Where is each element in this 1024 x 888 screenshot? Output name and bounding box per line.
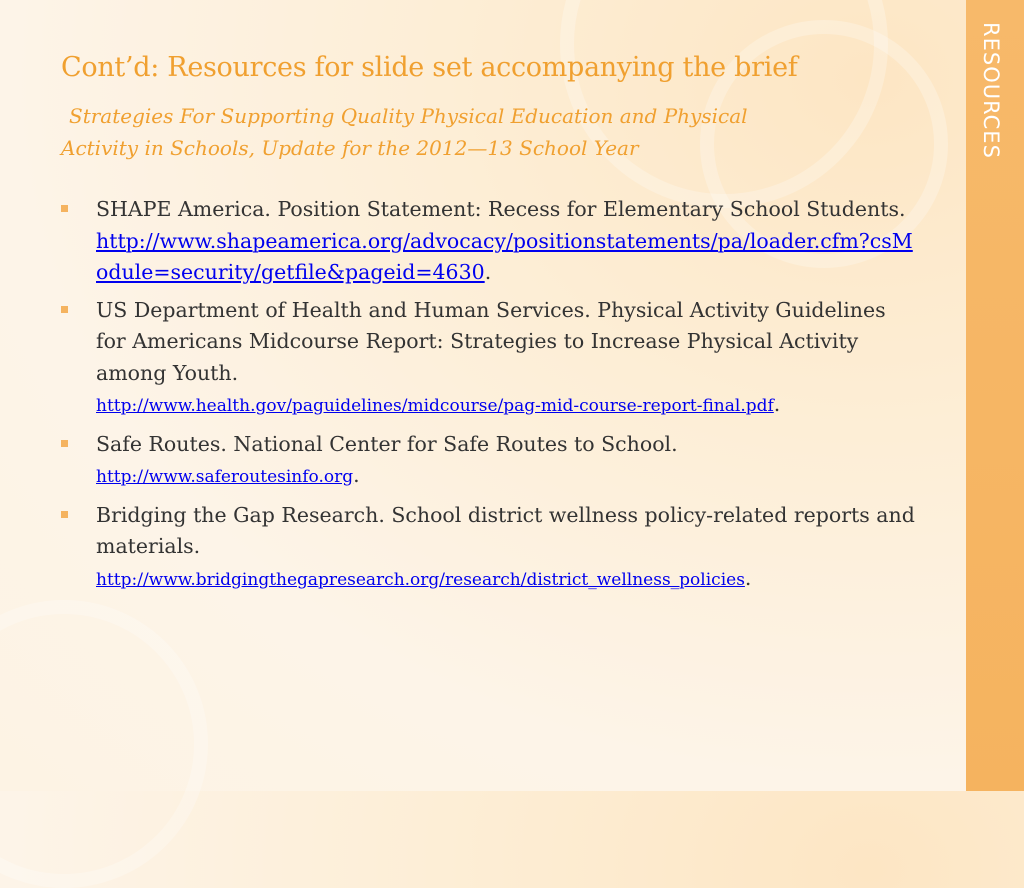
- reference-link[interactable]: http://www.bridgingthegapresearch.org/research/district_wellness_policies: [96, 569, 745, 590]
- reference-suffix: .: [773, 392, 781, 416]
- reference-item: [60, 194, 920, 289]
- square-bullet-icon: [61, 440, 68, 447]
- reference-text: US Department of Health and Human Services. Physical Activity Guidelines for Americans Midcourse Report: Strategies to Increase Physical Activity among Youth.: [96, 297, 886, 385]
- reference-text: Safe Routes. National Center for Safe Routes to School.: [96, 431, 678, 456]
- sidebar-label: RESOURCES: [979, 22, 1003, 159]
- slide-title: Cont’d: Resources for slide set accompanying the brief: [61, 52, 798, 83]
- reference-suffix: .: [353, 463, 360, 487]
- subtitle-line-2: Activity in Schools, Update for the 2012—13 School Year: [61, 136, 639, 160]
- square-bullet-icon: [61, 306, 68, 313]
- reference-list: [60, 194, 920, 602]
- reference-link[interactable]: http://www.saferoutesinfo.org: [96, 467, 354, 487]
- reference-link[interactable]: http://www.health.gov/paguidelines/midcourse/pag-mid-course-report-final.pdf: [96, 396, 774, 416]
- reference-text: Bridging the Gap Research. School district wellness policy-related reports and materials.: [96, 502, 915, 558]
- slide-subtitle: [61, 100, 901, 164]
- square-bullet-icon: [61, 511, 68, 518]
- reference-suffix: .: [484, 260, 492, 284]
- reference-item: [60, 500, 920, 597]
- reference-suffix: .: [744, 565, 752, 590]
- reference-item: [60, 429, 920, 494]
- decorative-circle: [0, 600, 208, 888]
- reference-text: SHAPE America. Position Statement: Recess for Elementary School Students.: [96, 197, 906, 221]
- reference-item: [60, 295, 920, 423]
- reference-link[interactable]: http://www.shapeamerica.org/advocacy/positionstatements/pa/loader.cfm?csModule=security/getfile&pageid=4630: [96, 228, 913, 284]
- square-bullet-icon: [61, 205, 68, 212]
- subtitle-line-1: Strategies For Supporting Quality Physical Education and Physical: [69, 104, 748, 128]
